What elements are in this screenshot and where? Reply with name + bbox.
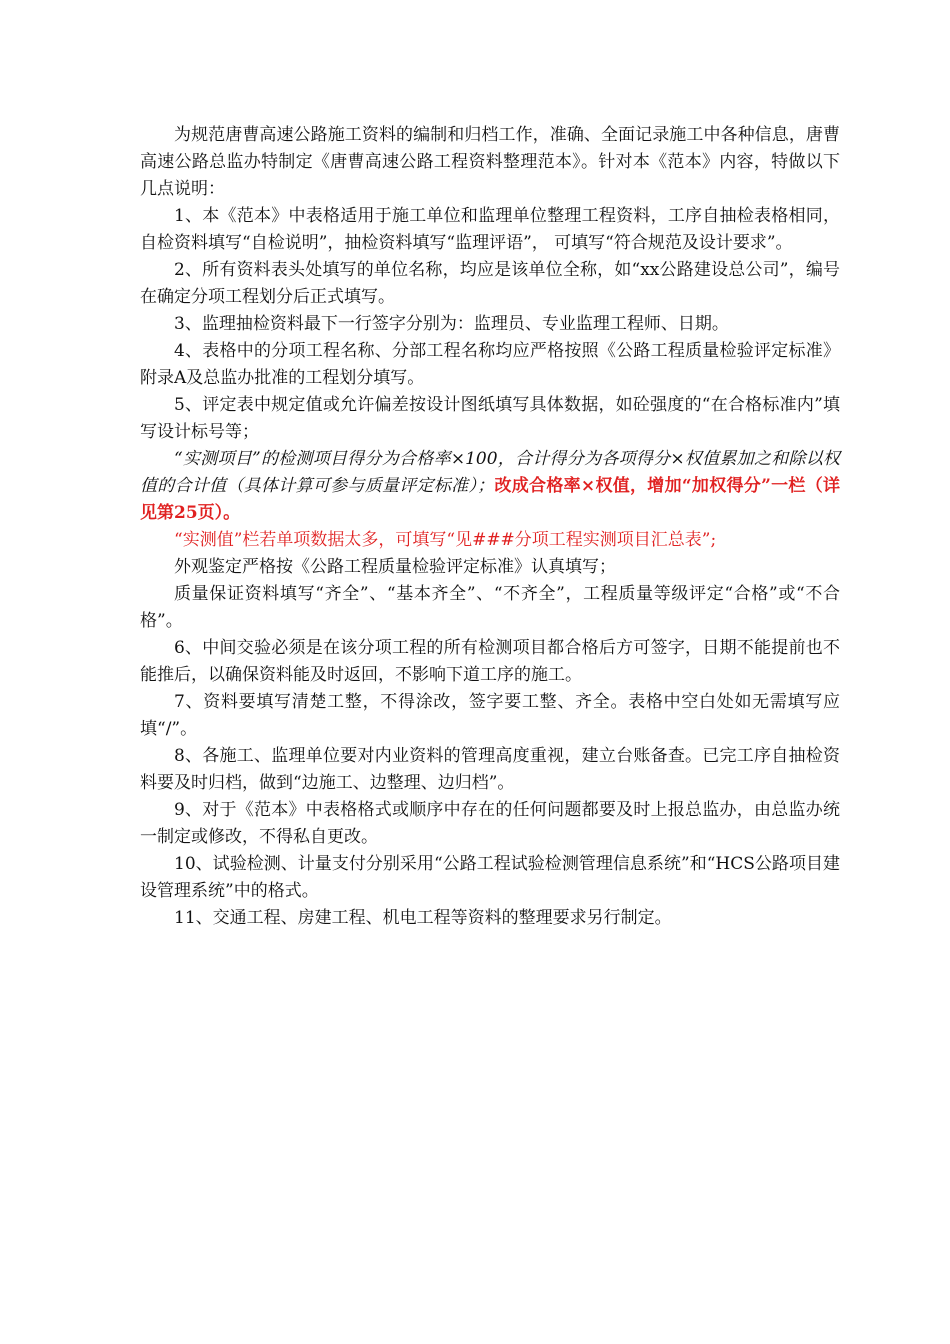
item-1-paragraph: 1、本《范本》中表格适用于施工单位和监理单位整理工程资料，工序自抽检表格相同，自检资料填写“自检说明”，抽检资料填写“监理评语”， 可填写“符合规范及设计要求”。 bbox=[140, 206, 840, 253]
document-body bbox=[140, 122, 840, 932]
revision-annotation: 改成合格率×权值，增加“加权得分”一栏（详见第25页）。 bbox=[140, 476, 840, 523]
item-5d-paragraph: 质量保证资料填写“齐全”、“基本齐全”、“不齐全”，工程质量等级评定“合格”或“不合格”。 bbox=[140, 584, 840, 631]
item-8-paragraph: 8、各施工、监理单位要对内业资料的管理高度重视，建立台账备查。已完工序自抽检资料要及时归档，做到“边施工、边整理、边归档”。 bbox=[140, 746, 840, 793]
item-2-paragraph: 2、所有资料表头处填写的单位名称，均应是该单位全称，如“xx公路建设总公司”，编号在确定分项工程划分后正式填写。 bbox=[140, 260, 840, 307]
scoring-rule-text: “实测项目”的检测项目得分为合格率×100，合计得分为各项得分×权值累加之和除以权值的合计值（具体计算可参与质量评定标准）； bbox=[140, 449, 840, 496]
item-5-paragraph: 5、评定表中规定值或允许偏差按设计图纸填写具体数据，如砼强度的“在合格标准内”填写设计标号等； bbox=[140, 395, 840, 442]
intro-paragraph: 为规范唐曹高速公路施工资料的编制和归档工作，准确、全面记录施工中各种信息，唐曹高速公路总监办特制定《唐曹高速公路工程资料整理范本》。针对本《范本》内容，特做以下几点说明： bbox=[140, 125, 840, 199]
item-7-paragraph: 7、资料要填写清楚工整，不得涂改，签字要工整、齐全。表格中空白处如无需填写应填“/”。 bbox=[140, 692, 840, 739]
item-4-paragraph: 4、表格中的分项工程名称、分部工程名称均应严格按照《公路工程质量检验评定标准》附录A及总监办批准的工程划分填写。 bbox=[140, 341, 840, 388]
item-3-paragraph: 3、监理抽检资料最下一行签字分别为：监理员、专业监理工程师、日期。 bbox=[174, 314, 729, 334]
item-5a-paragraph bbox=[140, 446, 840, 527]
item-5b-paragraph: “实测值”栏若单项数据太多，可填写“见###分项工程实测项目汇总表”; bbox=[174, 530, 717, 550]
item-9-paragraph: 9、对于《范本》中表格格式或顺序中存在的任何问题都要及时上报总监办，由总监办统一制定或修改，不得私自更改。 bbox=[140, 800, 840, 847]
item-5c-paragraph: 外观鉴定严格按《公路工程质量检验评定标准》认真填写； bbox=[174, 557, 616, 577]
item-6-paragraph: 6、中间交验必须是在该分项工程的所有检测项目都合格后方可签字，日期不能提前也不能推后，以确保资料能及时返回，不影响下道工序的施工。 bbox=[140, 638, 840, 685]
item-10-paragraph: 10、试验检测、计量支付分别采用“公路工程试验检测管理信息系统”和“HCS公路项目建设管理系统”中的格式。 bbox=[140, 854, 840, 901]
item-11-paragraph: 11、交通工程、房建工程、机电工程等资料的整理要求另行制定。 bbox=[174, 908, 672, 928]
